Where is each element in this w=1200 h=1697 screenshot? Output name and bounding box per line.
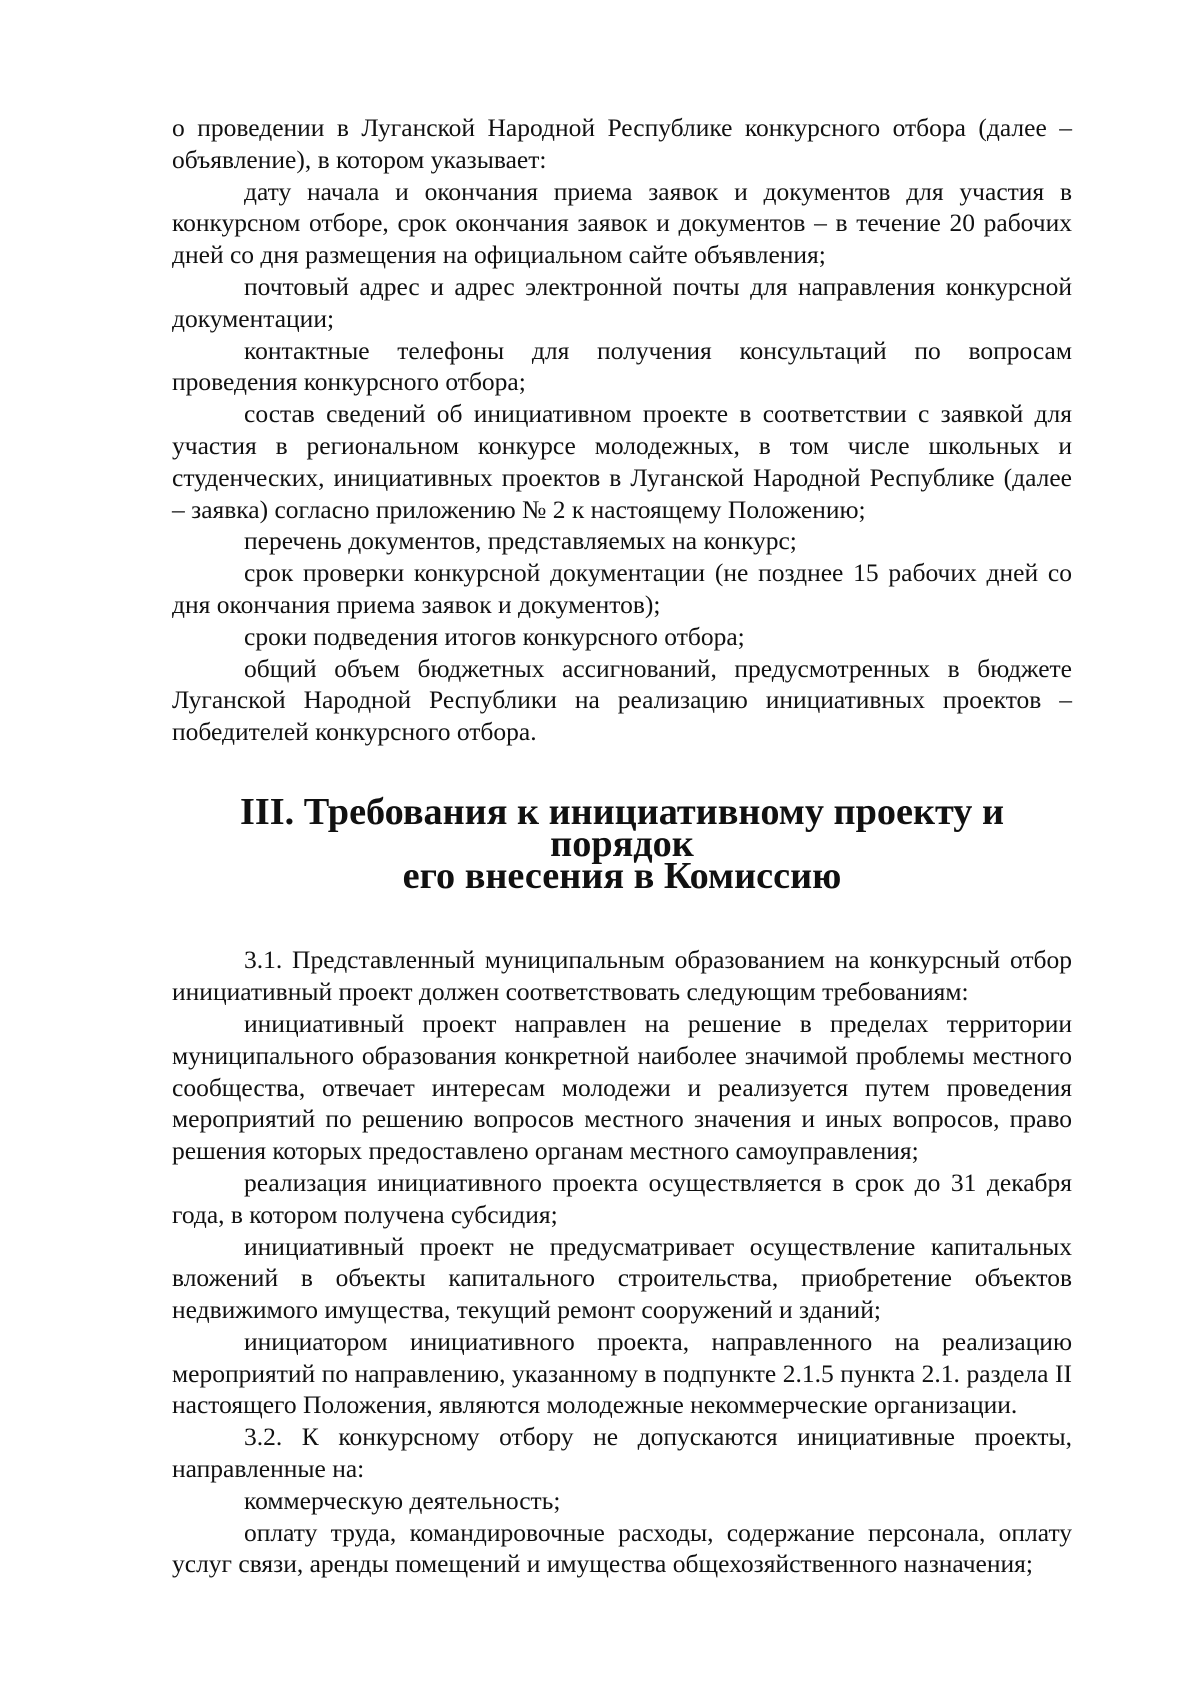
section-heading-line-1: III. Требования к инициативному проекту и порядок — [239, 790, 1005, 865]
paragraph-3-2: 3.2. К конкурсному отбору не допускаются инициативные проекты, направленные на: — [172, 1422, 1072, 1484]
paragraph-implementation-deadline: реализация инициативного проекта осуществляется в срок до 31 декабря года, в котором получена субсидия; — [172, 1167, 1072, 1229]
paragraph-budget-volume: общий объем бюджетных ассигнований, предусмотренных в бюджете Луганской Народной Республики на реализацию инициативных проектов – победителей конкурсного отбора. — [172, 653, 1072, 747]
paragraph-project-purpose: инициативный проект направлен на решение в пределах территории муниципального образования конкретной наиболее значимой проблемы местного сообщества, отвечает интересам молодежи и реализуется путем проведения мероприятий по решению вопросов местного значения и иных вопросов, право решения которых предоставлено органам местного самоуправления; — [172, 1008, 1072, 1166]
paragraph-3-1: 3.1. Представленный муниципальным образованием на конкурсный отбор инициативный проект должен соответствовать следующим требованиям: — [172, 945, 1072, 1007]
paragraph-announcement-continuation: о проведении в Луганской Народной Республике конкурсного отбора (далее – объявление), в котором указывает: — [172, 113, 1072, 174]
paragraph-project-information: состав сведений об инициативном проекте в соответствии с заявкой для участия в региональном конкурсе молодежных, в том числе школьных и студенческих, инициативных проектов в Луганской Народной Республике (далее – заявка) согласно приложению № 2 к настоящему Положению; — [172, 399, 1072, 524]
section-heading — [172, 790, 1072, 897]
paragraph-capital-investment-exclusion: инициативный проект не предусматривает осуществление капитальных вложений в объекты капитального строительства, приобретение объектов недвижимого имущества, текущий ремонт сооружений и зданий; — [172, 1231, 1072, 1325]
paragraph-document-list: перечень документов, представляемых на конкурс; — [244, 526, 797, 556]
paragraph-commercial-activity: коммерческую деятельность; — [244, 1485, 561, 1515]
paragraph-contact-phones: контактные телефоны для получения консультаций по вопросам проведения конкурсного отбора; — [172, 335, 1072, 397]
paragraph-results-timing: сроки подведения итогов конкурсного отбора; — [244, 621, 745, 651]
paragraph-postal-address: почтовый адрес и адрес электронной почты для направления конкурсной документации; — [172, 271, 1072, 333]
paragraph-operating-expenses: оплату труда, командировочные расходы, содержание персонала, оплату услуг связи, аренды помещений и имущества общехозяйственного назначения; — [172, 1517, 1072, 1579]
paragraph-review-period: срок проверки конкурсной документации (не позднее 15 рабочих дней со дня окончания приема заявок и документов); — [172, 558, 1072, 619]
paragraph-project-initiator: инициатором инициативного проекта, направленного на реализацию мероприятий по направлению, указанному в подпункте 2.1.5 пункта 2.1. раздела II настоящего Положения, являются молодежные некоммерческие организации. — [172, 1326, 1072, 1420]
paragraph-application-dates: дату начала и окончания приема заявок и документов для участия в конкурсном отборе, срок окончания заявок и документов – в течение 20 рабочих дней со дня размещения на официальном сайте объявления; — [172, 176, 1072, 270]
section-heading-line-2: его внесения в Комиссию — [402, 854, 842, 897]
